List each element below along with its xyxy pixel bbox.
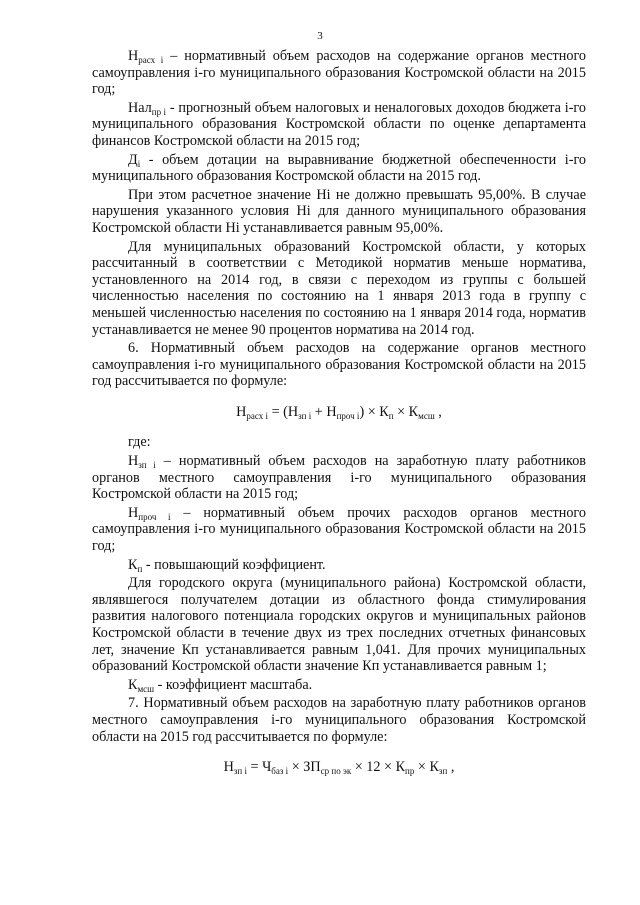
definition-n-zp: $Н_{зп i}$ – нормативный объем расходов на заработную плату работников органов местного самоуправления i-го муниципального образования Костромской области на 2015 год;	[92, 453, 586, 503]
definition-k-p: $К_п$ - повышающий коэффициент.	[128, 556, 326, 574]
formula-n-rash: $Н_{расх i} = (Н_{зп i} + Н_{проч i}) \times К_п \times К_{мсш}$ ,	[236, 403, 442, 421]
paragraph-transition: Для муниципальных образований Костромской области, у которых рассчитанный в соответствии с Методикой норматив меньше норматива, установленного на 2014 год, в связи с переходом из группы с большей численностью населения по состоянию на 1 января 2013 года в группу с меньшей численностью населения по состоянию на 1 января 2014 года, норматив устанавливается не менее 90 процентов норматива на 2014 год.	[92, 238, 586, 338]
definition-k-msh: $К_{мсш}$ - коэффициент масштаба.	[128, 676, 313, 694]
formula-n-zp: $Н_{зп i} = Ч_{баз i} \times ЗП_{ср по эк} \times 12 \times К_{пр} \times К_{зп}$ ,	[223, 759, 455, 777]
definition-n-rash: $Н_{расх i}$ – нормативный объем расходов на содержание органов местного самоуправления i-го муниципального образования Костромской области на 2015 год;	[92, 48, 586, 98]
paragraph-k-p-rule: Для городского округа (муниципального района) Костромской области, являвшегося получателем дотации из областного фонда стимулирования развития налогового потенциала городских округов и муниципальных районов Костромской области в течение двух из трех последних отчетных финансовых лет, значение Кп устанавливается равным 1,041. Для прочих муниципальных образований Костромской области значение Кп устанавливается равным 1;	[92, 575, 586, 675]
paragraph-item-7: 7. Нормативный объем расходов на заработную плату работников органов местного самоуправления i-го муниципального образования Костромской области на 2015 год рассчитывается по формуле:	[92, 695, 586, 745]
page-number: 3	[317, 30, 323, 42]
paragraph-limit: При этом расчетное значение Нi не должно превышать 95,00%. В случае нарушения указанного условия Нi для данного муниципального образования Костромской области Нi устанавливается равным 95,00%.	[92, 186, 586, 236]
definition-nal-pr: Нал$_{пр i}$ - прогнозный объем налоговых и неналоговых доходов бюджета i-го муниципального образования Костромской области по оценке департамента финансов Костромской области на 2015 год;	[92, 99, 586, 149]
paragraph-item-6: 6. Нормативный объем расходов на содержание органов местного самоуправления i-го муниципального образования Костромской области на 2015 год рассчитывается по формуле:	[92, 340, 586, 390]
where-label: где:	[128, 434, 151, 451]
definition-n-proch: $Н_{проч i}$ – нормативный объем прочих расходов органов местного самоуправления i-го муниципального образования Костромской области на 2015 год;	[92, 504, 586, 555]
document-body	[92, 48, 586, 790]
definition-d: $Д_i$ - объем дотации на выравнивание бюджетной обеспеченности i-го муниципального образования Костромской области на 2015 год.	[92, 151, 586, 185]
